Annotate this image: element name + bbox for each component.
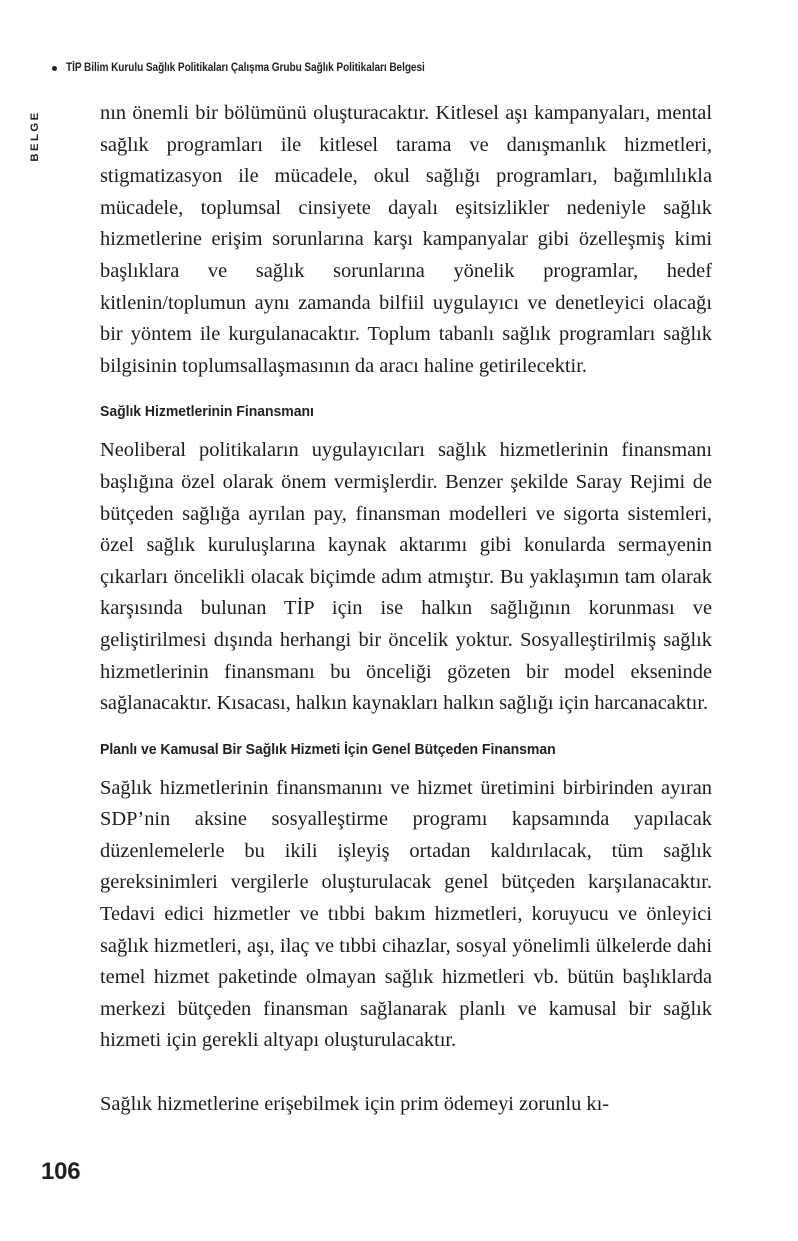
spacer: [100, 720, 712, 740]
spacer: [100, 422, 712, 435]
body-paragraph: Sağlık hizmetlerine erişebilmek için prim ödemeyi zorunlu kı-: [100, 1092, 610, 1115]
page-number: 106: [41, 1158, 81, 1185]
section-side-tab-label: BELGE: [29, 110, 41, 162]
text-column: [100, 98, 712, 1120]
spacer: [100, 382, 712, 402]
body-paragraph: Sağlık hizmetlerinin finansmanını ve hizmet üretimini birbirinden ayıran SDP’nin aksine sosyalleştirme programı kapsamında yapılacak düzenlemelerle bu ikili işleyiş ortadan kaldırılacak, tüm sağlık gereksinimleri vergilerle oluşturulacak genel bütçeden karşılanacaktır. Tedavi edici hizmetler ve tıbbi bakım hizmetleri, koruyucu ve önleyici sağlık hizmetleri, aşı, ilaç ve tıbbi cihazlar, sosyal yönelimli ülkelerde dahi temel hizmet paketinde olmayan sağlık hizmetleri vb. bütün başlıklarda merkezi bütçeden finansman sağlanarak planlı ve kamusal bir sağlık hizmeti için gerekli altyapı oluşturulacaktır.: [100, 776, 712, 1052]
running-header-text: TİP Bilim Kurulu Sağlık Politikaları Çalışma Grubu Sağlık Politikaları Belgesi: [66, 61, 425, 74]
bullet-dot-icon: [52, 66, 57, 71]
section-side-tab: [22, 90, 48, 182]
spacer: [100, 1057, 712, 1089]
section-heading: Planlı ve Kamusal Bir Sağlık Hizmeti İçin Genel Bütçeden Finansman: [100, 740, 556, 758]
body-paragraph: Neoliberal politikaların uygulayıcıları sağlık hizmetlerinin finansmanı başlığına özel olarak önem vermişlerdir. Benzer şekilde Saray Rejimi de bütçeden sağlığa ayrılan pay, finansman modelleri ve sigorta sistemleri, özel sağlık kuruluşlarına kaynak aktarımı gibi konularda sermayenin çıkarları öncelikli olacak biçimde adım atmıştır. Bu yaklaşımın tam olarak karşısında bulunan TİP için ise halkın sağlığının korunması ve geliştirilmesi dışında herhangi bir öncelik yoktur. Sosyalleştirilmiş sağlık hizmetlerinin finansmanı bu önceliği gözeten bir model ekseninde sağlanacaktır. Kısacası, halkın kaynakları halkın sağlığı için harcanacaktır.: [100, 439, 712, 715]
section-heading: Sağlık Hizmetlerinin Finansmanı: [100, 403, 314, 421]
running-header: [52, 61, 478, 74]
spacer: [100, 760, 712, 773]
body-paragraph: nın önemli bir bölümünü oluşturacaktır. Kitlesel aşı kampanyaları, mental sağlık programları ile kitlesel tarama ve danışmanlık hizmetleri, stigmatizasyon ile mücadele, okul sağlığı programları, bağımlılıkla mücadele, toplumsal cinsiyete dayalı eşitsizlikler nedeniyle sağlık hizmetlerine erişim sorunlarına karşı kampanyalar gibi özelleşmiş kimi başlıklara ve sağlık sorunlarına yönelik programlar, hedef kitlenin/toplumun aynı zamanda bilfiil uygulayıcı ve denetleyici olacağı bir yöntem ile kurgulanacaktır. Toplum tabanlı sağlık programları sağlık bilgisinin toplumsallaşmasının da aracı haline getirilecektir.: [100, 102, 712, 377]
